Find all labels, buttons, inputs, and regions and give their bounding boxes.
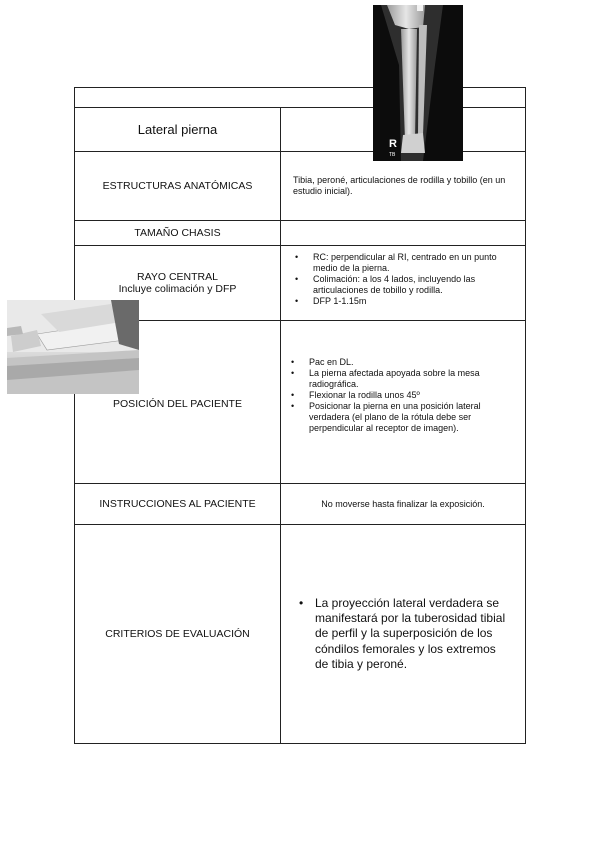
patient-instructions-value: No moverse hasta finalizar la exposición. [321,498,485,509]
central-ray-value-cell [281,246,525,320]
central-ray-sublabel: Incluye colimación y DFP [118,283,237,295]
patient-position-list [287,357,515,434]
anatomical-structures-label: ESTRUCTURAS ANATÓMICAS [102,180,253,192]
evaluation-criteria-row [75,525,525,743]
patient-position-item: • La pierna afectada apoyada sobre la mesa radiográfica. [287,368,515,390]
central-ray-row [75,246,525,321]
patient-instructions-row [75,484,525,525]
patient-position-label: POSICIÓN DEL PACIENTE [113,398,242,410]
cassette-size-row [75,221,525,246]
projection-title: Lateral pierna [137,122,218,137]
patient-position-value-cell [281,321,525,483]
lateral-leg-xray-image [373,5,463,161]
cassette-size-value-cell [281,221,525,245]
anatomical-structures-value: Tibia, peroné, articulaciones de rodilla y tobillo (en un estudio inicial). [293,175,506,196]
anatomical-structures-row [75,152,525,221]
patient-positioning-photo [7,300,139,394]
patient-instructions-label-cell [75,484,281,524]
patient-instructions-value-cell [281,484,525,524]
anatomical-structures-value-cell [281,152,525,220]
central-ray-list [291,252,515,307]
central-ray-item: • RC: perpendicular al RI, centrado en un punto medio de la pierna. [291,252,515,274]
patient-photo-drawing [7,300,139,394]
patient-position-item: • Pac en DL. [287,357,515,368]
evaluation-criteria-list [291,596,511,673]
evaluation-criteria-label-cell [75,525,281,743]
evaluation-criteria-label: CRITERIOS DE EVALUACIÓN [105,628,250,640]
central-ray-item: • DFP 1-1.15m [291,296,515,307]
patient-instructions-label: INSTRUCCIONES AL PACIENTE [99,498,256,510]
xray-marker: R [389,138,397,150]
patient-position-item: • Posicionar la pierna en una posición lateral verdadera (el plano de la rótula debe ser perpendicular al receptor de imagen). [287,401,515,434]
cassette-size-label: TAMAÑO CHASIS [134,227,221,239]
anatomical-structures-label-cell [75,152,281,220]
central-ray-item: • Colimación: a los 4 lados, incluyendo las articulaciones de tobillo y rodilla. [291,274,515,296]
title-cell [75,108,281,151]
xray-drawing [373,5,463,161]
central-ray-label: RAYO CENTRAL [137,271,218,283]
protocol-table [74,87,526,744]
evaluation-criteria-item: • La proyección lateral verdadera se manifestará por la tuberosidad tibial de perfil y la superposición de los cóndilos femorales y los extremos de tibia y peroné. [291,596,511,673]
cassette-size-label-cell [75,221,281,245]
evaluation-criteria-value-cell [281,525,525,743]
patient-position-item: • Flexionar la rodilla unos 45º [287,390,515,401]
patient-position-row [75,321,525,484]
xray-sub-marker: TB [389,152,396,158]
